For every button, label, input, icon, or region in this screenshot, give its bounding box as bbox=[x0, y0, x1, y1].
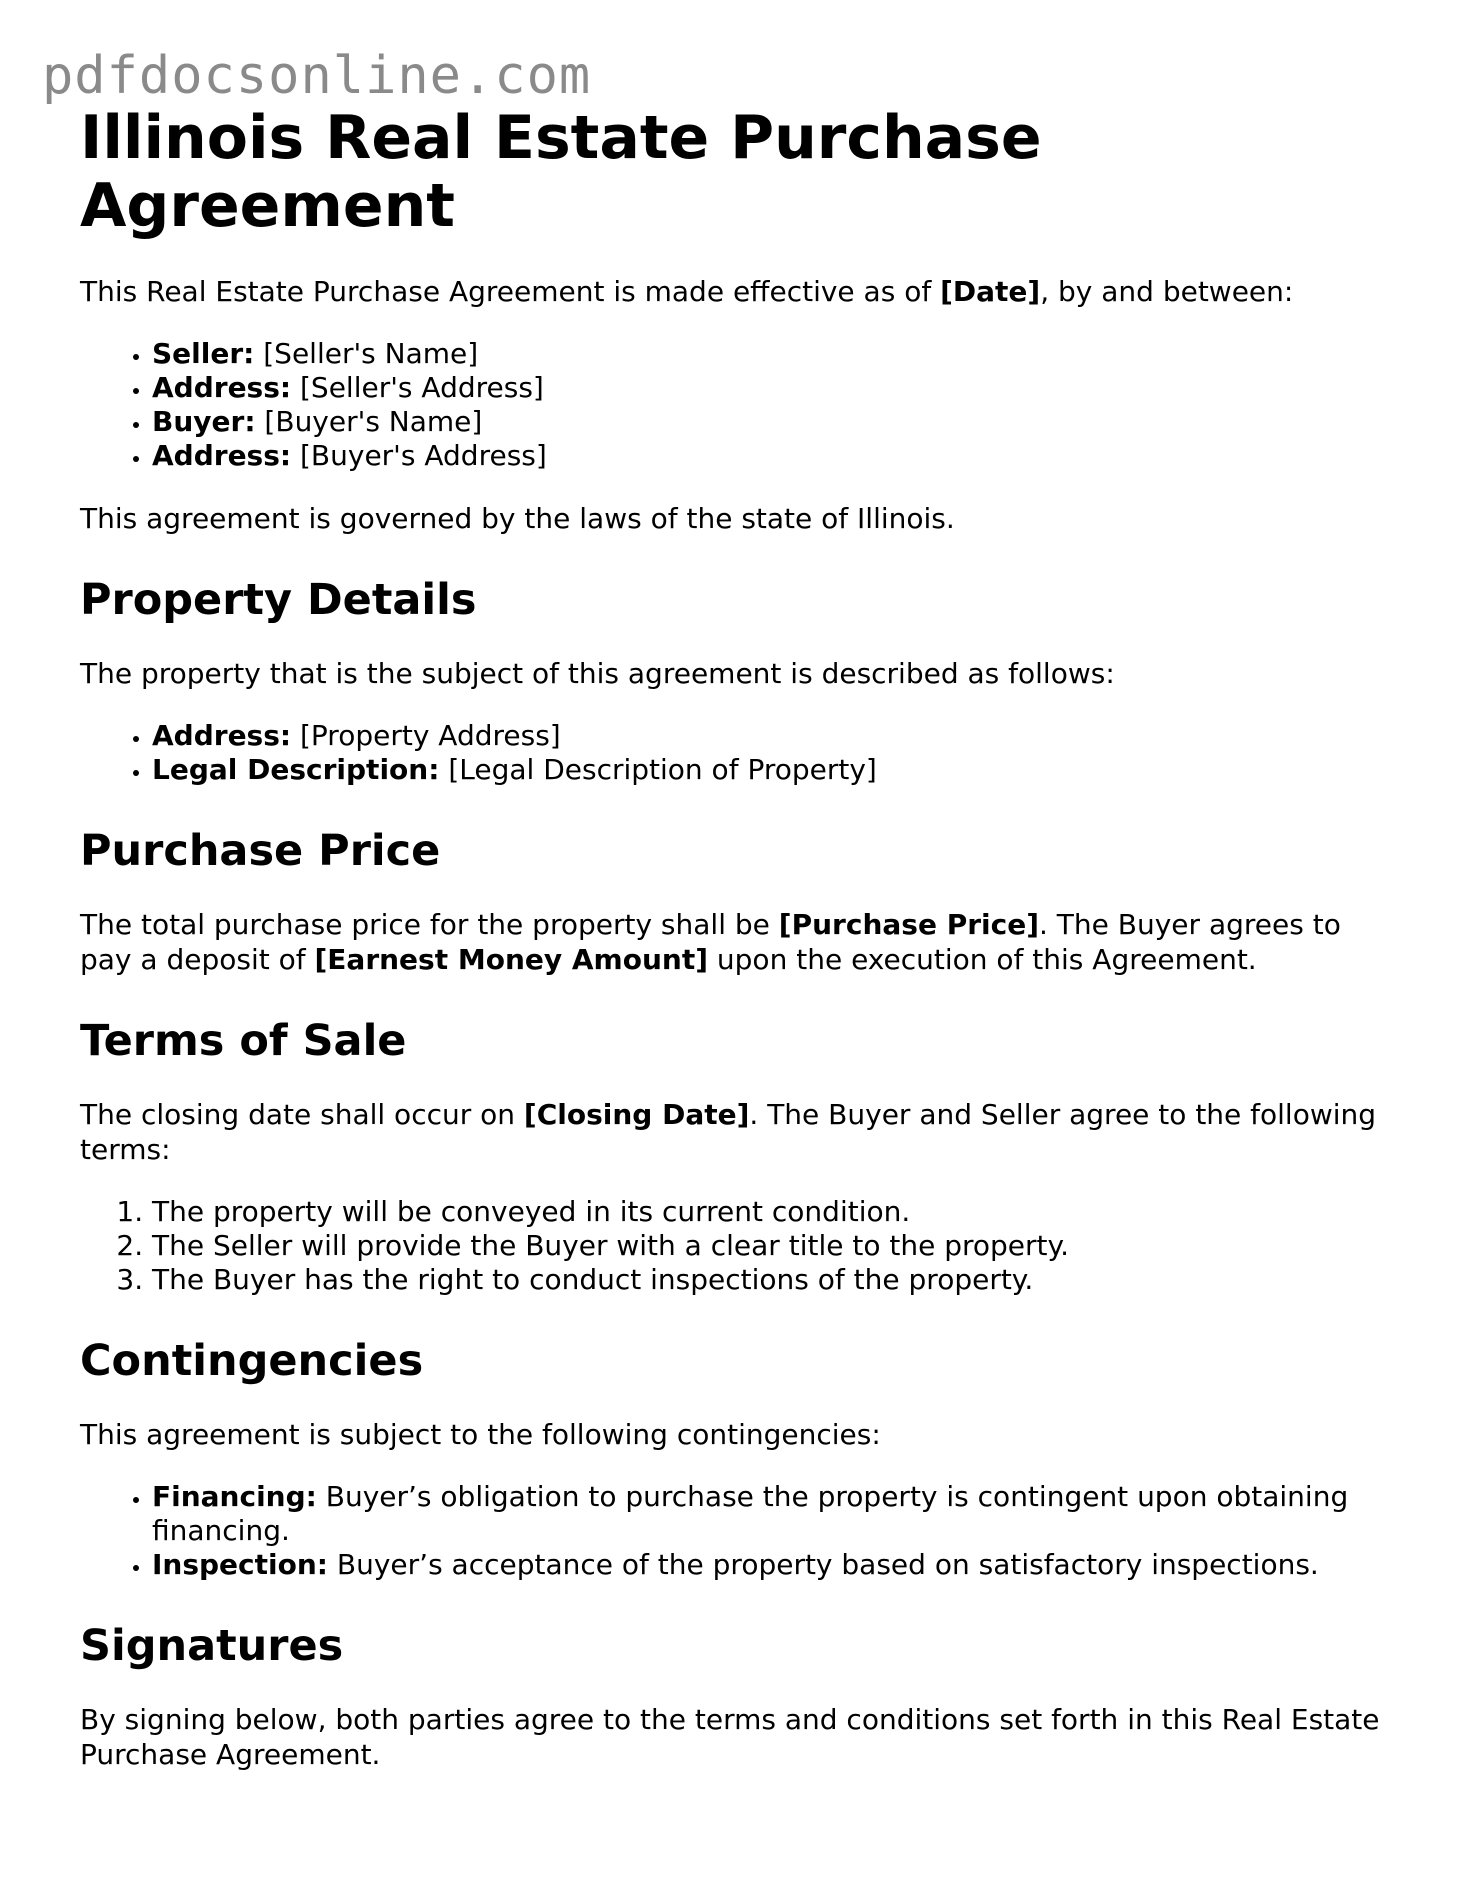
party-buyer-name bbox=[152, 405, 1400, 439]
property-value: [Legal Description of Property] bbox=[439, 753, 877, 786]
terms-paragraph bbox=[80, 1097, 1400, 1167]
contingencies-intro: This agreement is subject to the following contingencies: bbox=[80, 1418, 881, 1451]
purchase-price-paragraph bbox=[80, 907, 1400, 977]
price-text: upon the execution of this Agreement. bbox=[708, 943, 1257, 976]
party-label: Address: bbox=[152, 439, 292, 472]
intro-paragraph bbox=[80, 274, 1400, 309]
terms-item: 3. The Buyer has the right to conduct inspections of the property. bbox=[152, 1263, 1400, 1297]
price-text: The total purchase price for the property shall be bbox=[80, 908, 779, 941]
purchase-price-placeholder: [Purchase Price] bbox=[778, 908, 1039, 941]
intro-text-after: , by and between: bbox=[1040, 275, 1294, 308]
property-address-item bbox=[152, 719, 1400, 753]
property-label: Legal Description: bbox=[152, 753, 440, 786]
property-value: [Property Address] bbox=[291, 719, 561, 752]
contingency-value: Buyer’s acceptance of the property based on satisfactory inspections. bbox=[328, 1548, 1319, 1581]
party-label: Buyer: bbox=[152, 405, 256, 438]
watermark-text: pdfdocsonline.com bbox=[42, 46, 592, 106]
earnest-money-placeholder: [Earnest Money Amount] bbox=[314, 943, 709, 976]
intro-text-before: This Real Estate Purchase Agreement is made effective as of bbox=[80, 275, 941, 308]
contingency-label: Inspection: bbox=[152, 1548, 328, 1581]
party-label: Seller: bbox=[152, 337, 255, 370]
property-label: Address: bbox=[152, 719, 292, 752]
terms-item: 2. The Seller will provide the Buyer with a clear title to the property. bbox=[152, 1229, 1400, 1263]
signatures-paragraph: By signing below, both parties agree to the terms and conditions set forth in this Real Estate Purchase Agreement. bbox=[80, 1703, 1380, 1771]
purchase-price-heading: Purchase Price bbox=[80, 826, 441, 876]
property-intro: The property that is the subject of this agreement is described as follows: bbox=[80, 657, 1115, 690]
terms-text: The closing date shall occur on bbox=[80, 1098, 524, 1131]
closing-date-placeholder: [Closing Date] bbox=[523, 1098, 750, 1131]
parties-list bbox=[80, 337, 1400, 473]
price-text: . The Buyer agrees to pay a deposit of bbox=[80, 908, 1341, 976]
effective-date-placeholder: [Date] bbox=[940, 275, 1041, 308]
contingency-inspection bbox=[152, 1548, 1400, 1582]
party-value: [Seller's Name] bbox=[254, 337, 479, 370]
contingencies-list bbox=[80, 1480, 1400, 1582]
party-seller-address bbox=[152, 371, 1400, 405]
party-value: [Buyer's Address] bbox=[291, 439, 547, 472]
party-seller-name bbox=[152, 337, 1400, 371]
property-list bbox=[80, 719, 1400, 787]
terms-list bbox=[80, 1195, 1400, 1297]
property-details-heading: Property Details bbox=[80, 575, 477, 625]
contingencies-heading: Contingencies bbox=[80, 1336, 424, 1386]
property-legal-description-item bbox=[152, 753, 1400, 787]
party-value: [Seller's Address] bbox=[291, 371, 544, 404]
document-title: Illinois Real Estate Purchase Agreement bbox=[80, 103, 1042, 241]
party-buyer-address bbox=[152, 439, 1400, 473]
terms-text: . The Buyer and Seller agree to the following terms: bbox=[80, 1098, 1377, 1166]
document-body bbox=[80, 96, 1400, 1772]
party-label: Address: bbox=[152, 371, 292, 404]
contingency-label: Financing: bbox=[152, 1480, 317, 1513]
terms-of-sale-heading: Terms of Sale bbox=[80, 1016, 407, 1066]
contingency-financing bbox=[152, 1480, 1400, 1548]
party-value: [Buyer's Name] bbox=[255, 405, 483, 438]
signatures-heading: Signatures bbox=[80, 1621, 344, 1671]
contingency-value: Buyer’s obligation to purchase the property is contingent upon obtaining financing. bbox=[152, 1480, 1349, 1547]
terms-item: 1. The property will be conveyed in its current condition. bbox=[152, 1195, 1400, 1229]
governing-law-paragraph: This agreement is governed by the laws of the state of Illinois. bbox=[80, 502, 955, 535]
